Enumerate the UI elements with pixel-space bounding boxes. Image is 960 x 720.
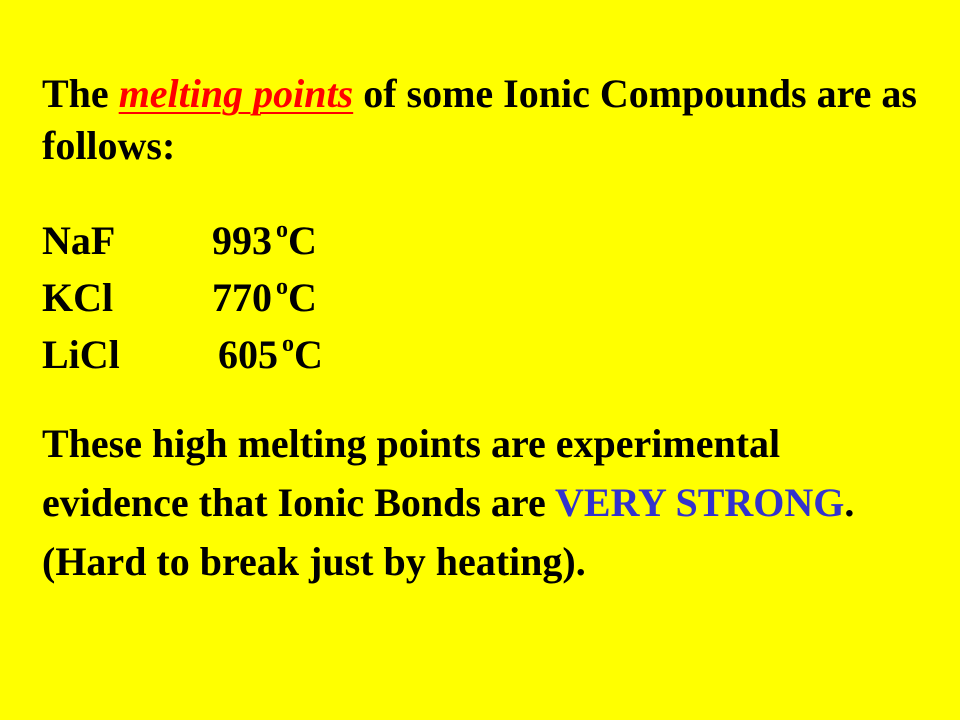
conclusion-text-before: These high melting points are experimental evidence that Ionic Bonds are [42,421,781,525]
compound-name: LiCl [42,332,120,377]
melting-point-value: 993 [212,218,272,263]
unit-label: C [288,218,317,263]
intro-paragraph [42,68,922,172]
conclusion-paragraph [42,414,922,591]
compound-list [42,212,922,383]
intro-text-after: of some Ionic Compounds are as follows: [42,71,917,168]
unit-label: C [294,332,323,377]
intro-text-before: The [42,71,119,116]
compound-name: KCl [42,275,114,320]
compound-row [42,212,922,269]
compound-row [42,326,922,383]
compound-row [42,269,922,326]
melting-points-highlight: melting points [118,71,354,116]
conclusion-text-after: . (Hard to break just by heating). [42,480,855,584]
degree-symbol: o [276,216,288,243]
compound-name: NaF [42,218,116,263]
melting-point-value: 770 [212,275,272,320]
degree-symbol: o [282,330,294,357]
very-strong-highlight: VERY STRONG [555,480,845,525]
melting-point-value: 605 [218,332,278,377]
unit-label: C [288,275,317,320]
degree-symbol: o [276,273,288,300]
